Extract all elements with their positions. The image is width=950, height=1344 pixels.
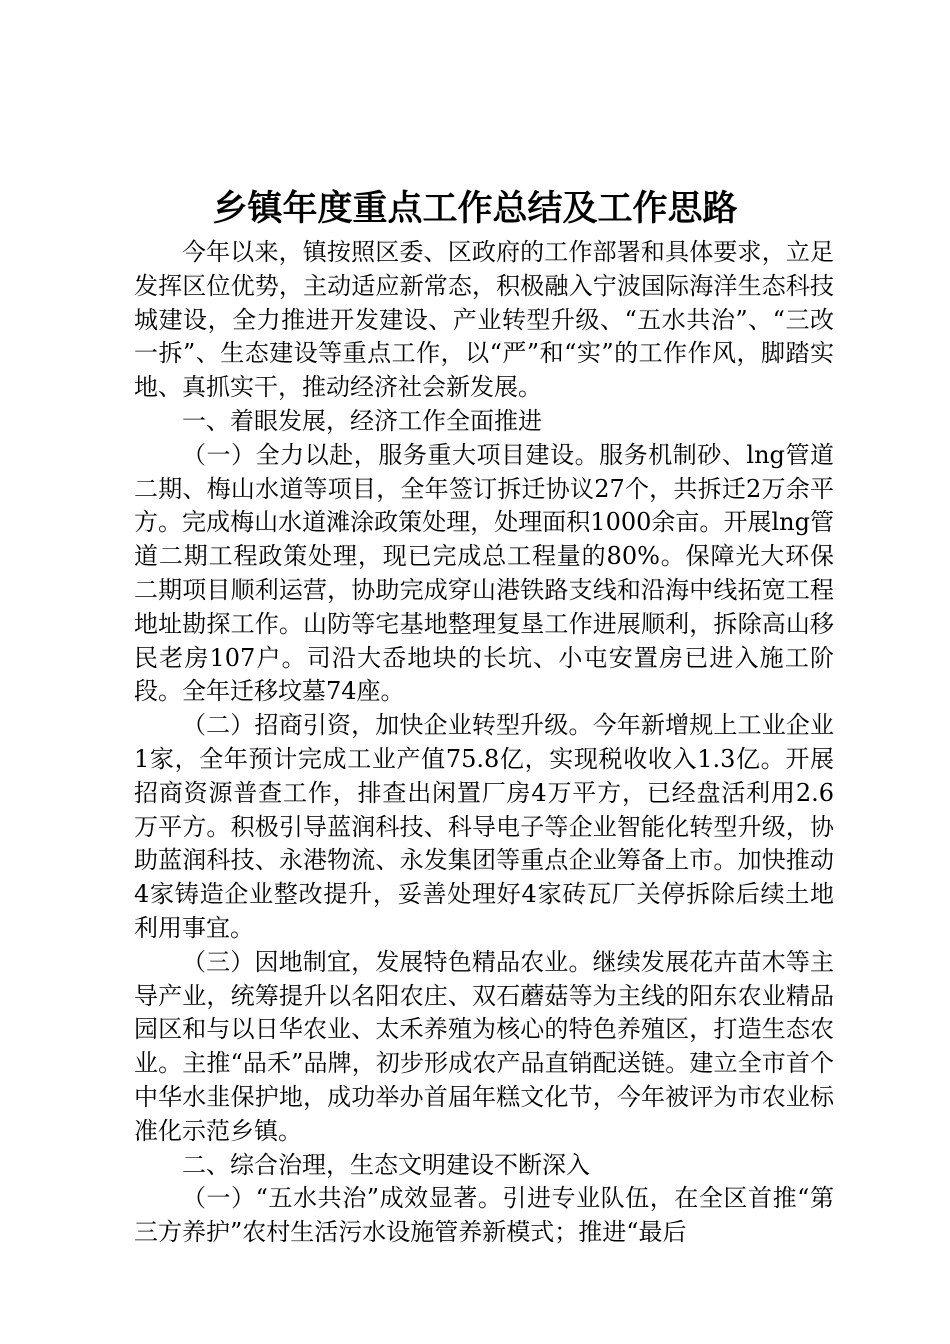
- document-body: [134, 236, 834, 1250]
- document-title: 乡镇年度重点工作总结及工作思路: [212, 188, 738, 229]
- intro-paragraph: 今年以来，镇按照区委、区政府的工作部署和具体要求，立足发挥区位优势，主动适应新常态，积极融入宁波国际海洋生态科技城建设，全力推进开发建设、产业转型升级、“五水共治”、“三改一拆”、生态建设等重点工作，以“严”和“实”的工作作风，脚踏实地、真抓实干，推动经济社会新发展。: [134, 238, 834, 402]
- body-paragraph: （三）因地制宜，发展特色精品农业。继续发展花卉苗木等主导产业，统筹提升以名阳农庄、双石蘑菇等为主线的阳东农业精品园区和与以日华农业、太禾养殖为核心的特色养殖区，打造生态农业。主推“品禾”品牌，初步形成农产品直销配送链。建立全市首个中华水韭保护地，成功举办首届年糕文化节，今年被评为市农业标准化示范乡镇。: [134, 947, 834, 1145]
- body-paragraph: （一）“五水共治”成效显著。引进专业队伍，在全区首推“第三方养护”农村生活污水设施管养新模式；推进“最后: [134, 1184, 834, 1247]
- section-heading-2: 二、综合治理，生态文明建设不断深入: [182, 1150, 590, 1179]
- body-paragraph: （二）招商引资，加快企业转型升级。今年新增规上工业企业1家，全年预计完成工业产值75.8亿，实现税收收入1.3亿。开展招商资源普查工作，排查出闲置厂房4万平方，已经盘活利用2.6万平方。积极引导蓝润科技、科导电子等企业智能化转型升级，协助蓝润科技、永港物流、永发集团等重点企业筹备上市。加快推动4家铸造企业整改提升，妥善处理好4家砖瓦厂关停拆除后续土地利用事宜。: [134, 711, 834, 942]
- section-heading-1: 一、着眼发展，经济工作全面推进: [182, 406, 542, 435]
- body-paragraph: （一）全力以赴，服务重大项目建设。服务机制砂、lng管道二期、梅山水道等项目，全年签订拆迁协议27个，共拆迁2万余平方。完成梅山水道滩涂政策处理，处理面积1000余亩。开展lng管道二期工程政策处理，现已完成总工程量的80%。保障光大环保二期项目顺利运营，协助完成穿山港铁路支线和沿海中线拓宽工程地址勘探工作。山防等宅基地整理复垦工作进展顺利，拆除高山移民老房107户。司沿大岙地块的长坑、小屯安置房已进入施工阶段。全年迁移坟墓74座。: [134, 440, 834, 706]
